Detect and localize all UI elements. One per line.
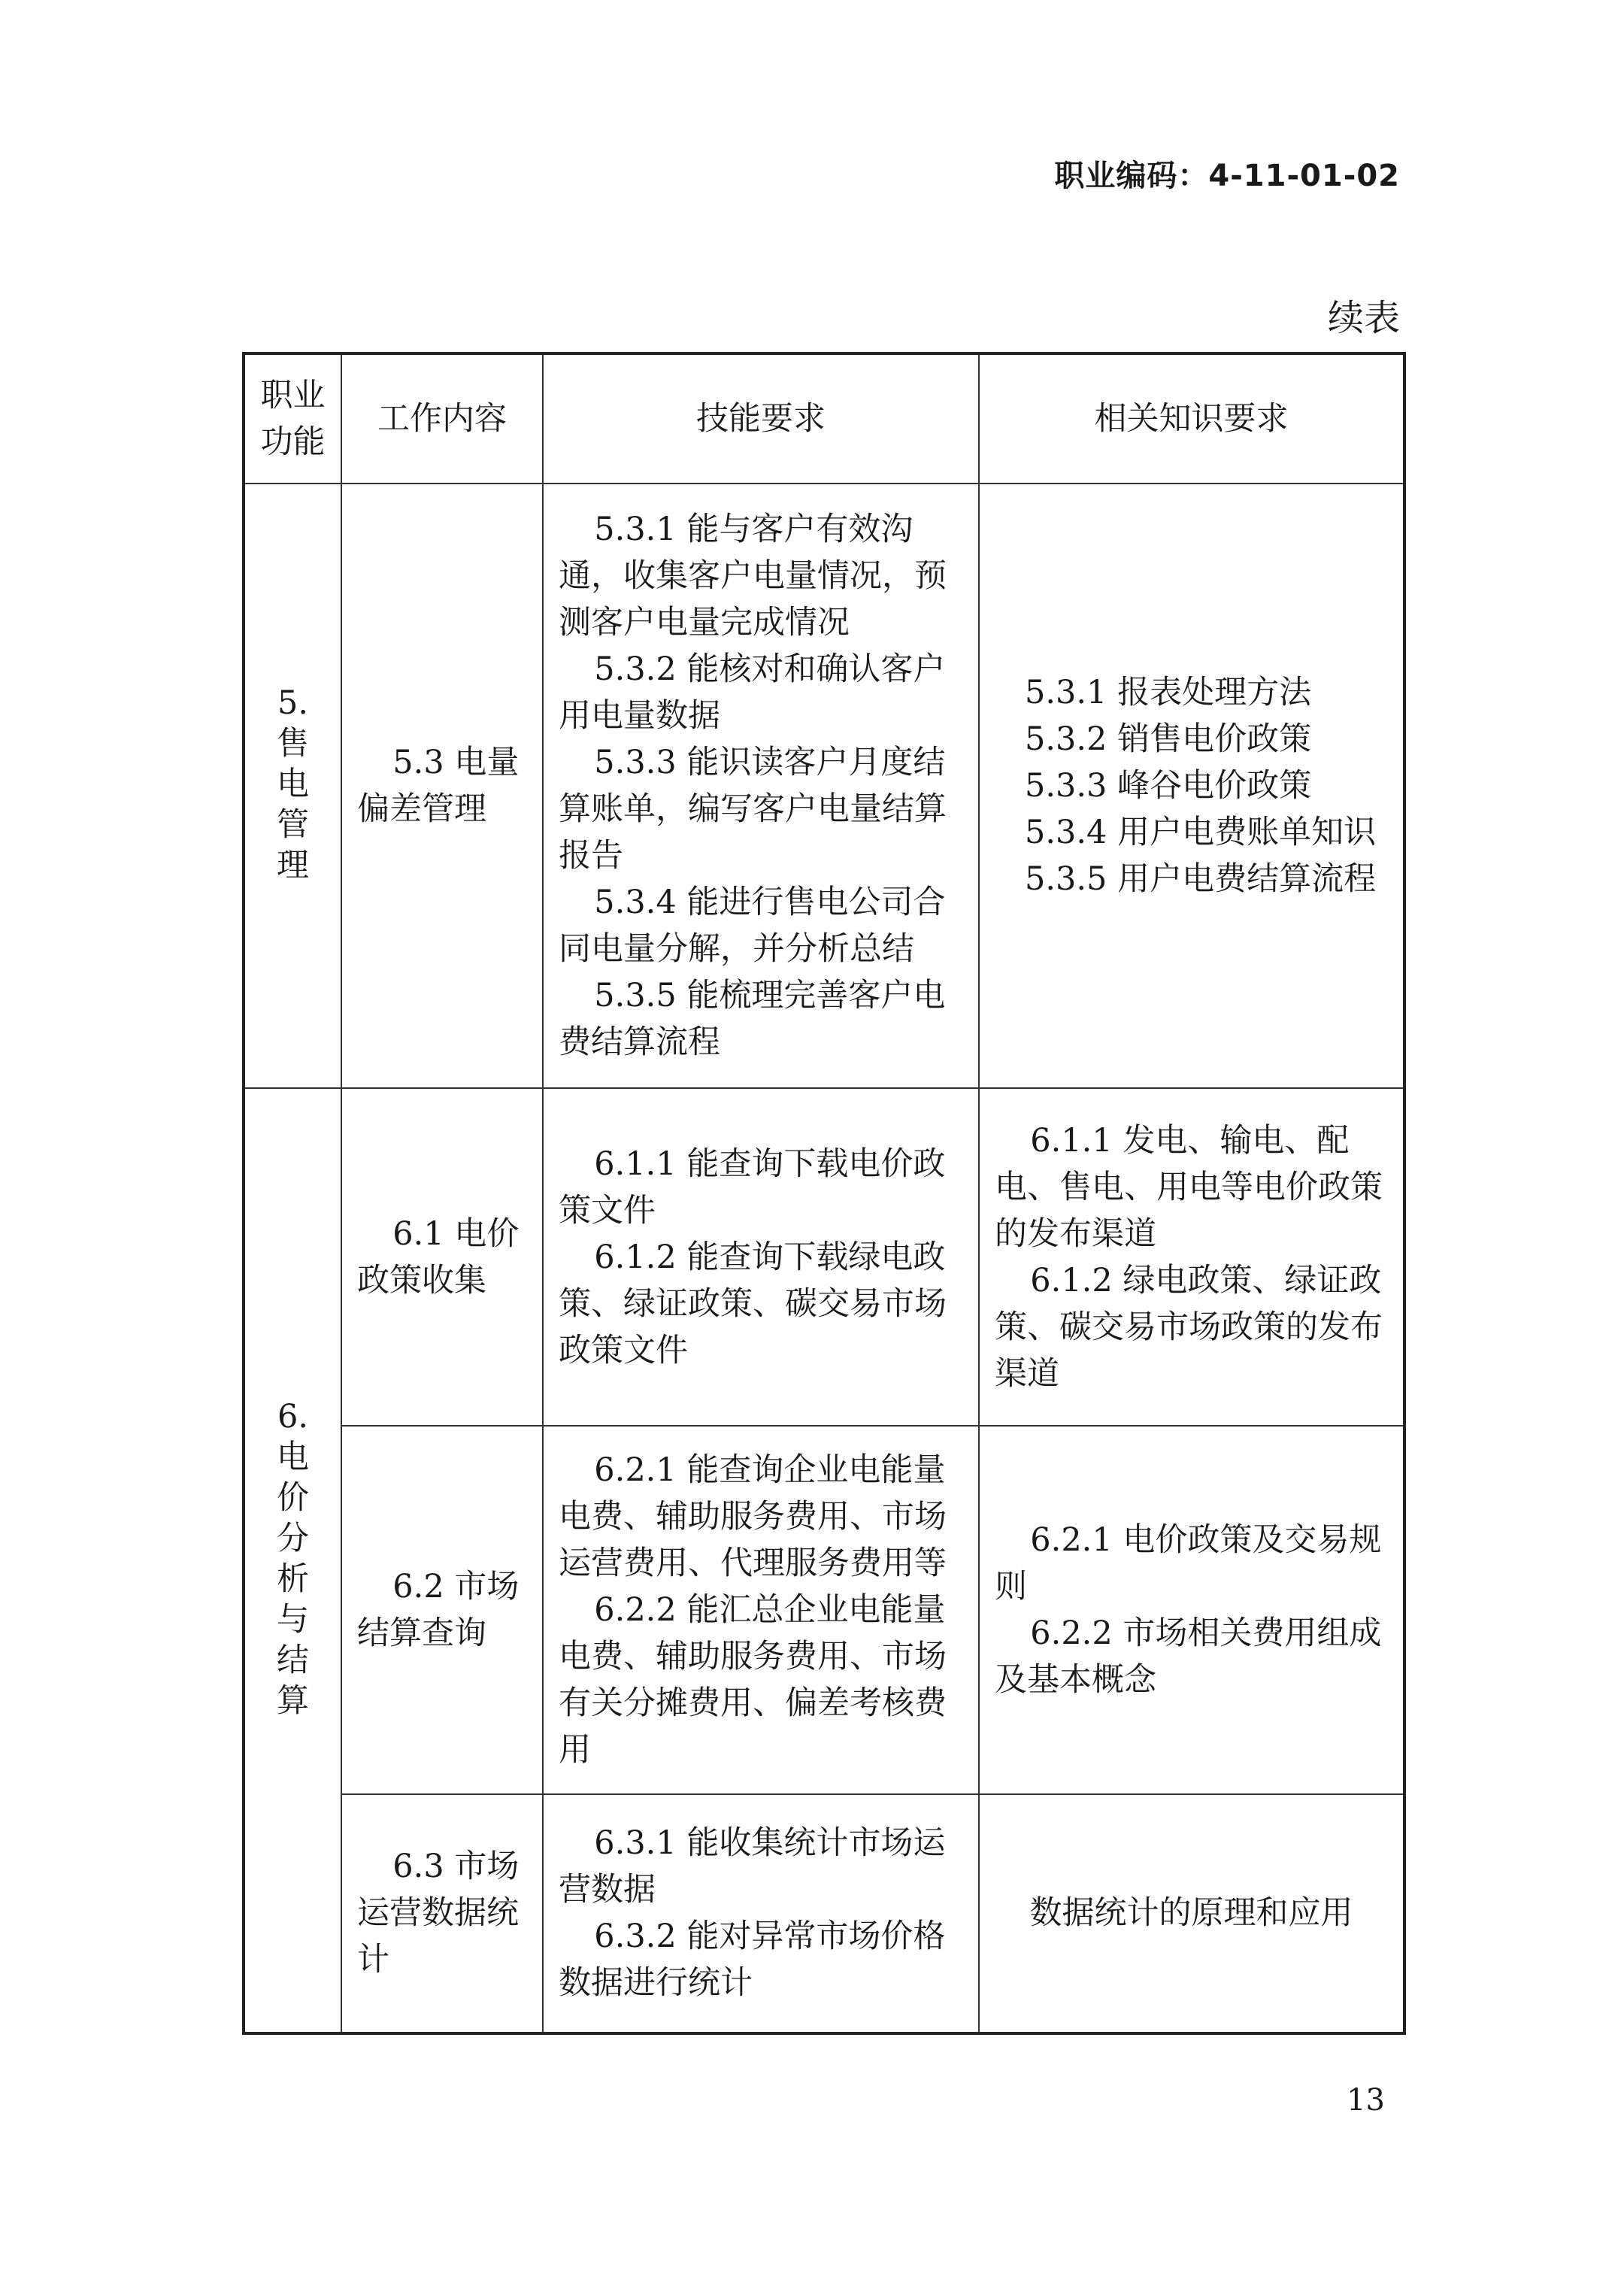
knowledge-cell: 6.2.1 电价政策及交易规则 6.2.2 市场相关费用组成及基本概念 <box>979 1426 1404 1794</box>
table-row <box>244 1794 1404 2033</box>
work-cell: 6.1 电价政策收集 <box>341 1088 543 1425</box>
page-number: 13 <box>1347 2083 1385 2118</box>
header-knowledge: 相关知识要求 <box>979 353 1404 484</box>
table-header-row <box>244 353 1404 484</box>
knowledge-cell: 数据统计的原理和应用 <box>979 1794 1404 2033</box>
knowledge-cell: 5.3.1 报表处理方法 5.3.2 销售电价政策 5.3.3 峰谷电价政策 5.3.4 用户电费账单知识 5.3.5 用户电费结算流程 <box>979 484 1404 1088</box>
skills-table <box>242 352 1406 2035</box>
table-row <box>244 484 1404 1088</box>
work-cell: 6.2 市场结算查询 <box>341 1426 543 1794</box>
table-row <box>244 1088 1404 1425</box>
skills-cell: 6.2.1 能查询企业电能量电费、辅助服务费用、市场运营费用、代理服务费用等 6.2.2 能汇总企业电能量电费、辅助服务费用、市场有关分摊费用、偏差考核费用 <box>543 1426 979 1794</box>
skills-cell: 6.1.1 能查询下载电价政策文件 6.1.2 能查询下载绿电政策、绿证政策、碳交易市场政策文件 <box>543 1088 979 1425</box>
table-row <box>244 1426 1404 1794</box>
function-cell: 5. 售电管理 <box>244 484 341 1088</box>
header-work: 工作内容 <box>341 353 543 484</box>
work-cell: 5.3 电量偏差管理 <box>341 484 543 1088</box>
continued-label: 续表 <box>1327 297 1400 339</box>
skills-cell: 6.3.1 能收集统计市场运营数据 6.3.2 能对异常市场价格数据进行统计 <box>543 1794 979 2033</box>
occupation-code: 职业编码：4-11-01-02 <box>1054 159 1400 193</box>
work-cell: 6.3 市场运营数据统计 <box>341 1794 543 2033</box>
knowledge-cell: 6.1.1 发电、输电、配电、售电、用电等电价政策的发布渠道 6.1.2 绿电政策、绿证政策、碳交易市场政策的发布渠道 <box>979 1088 1404 1425</box>
header-skills: 技能要求 <box>543 353 979 484</box>
header-function: 职业功能 <box>244 353 341 484</box>
skills-cell: 5.3.1 能与客户有效沟通，收集客户电量情况，预测客户电量完成情况 5.3.2 能核对和确认客户用电量数据 5.3.3 能识读客户月度结算账单，编写客户电量结算报告 5.3.4 能进行售电公司合同电量分解，并分析总结 5.3.5 能梳理完善客户电费结算流程 <box>543 484 979 1088</box>
function-cell: 6. 电价分析与结算 <box>244 1088 341 2033</box>
